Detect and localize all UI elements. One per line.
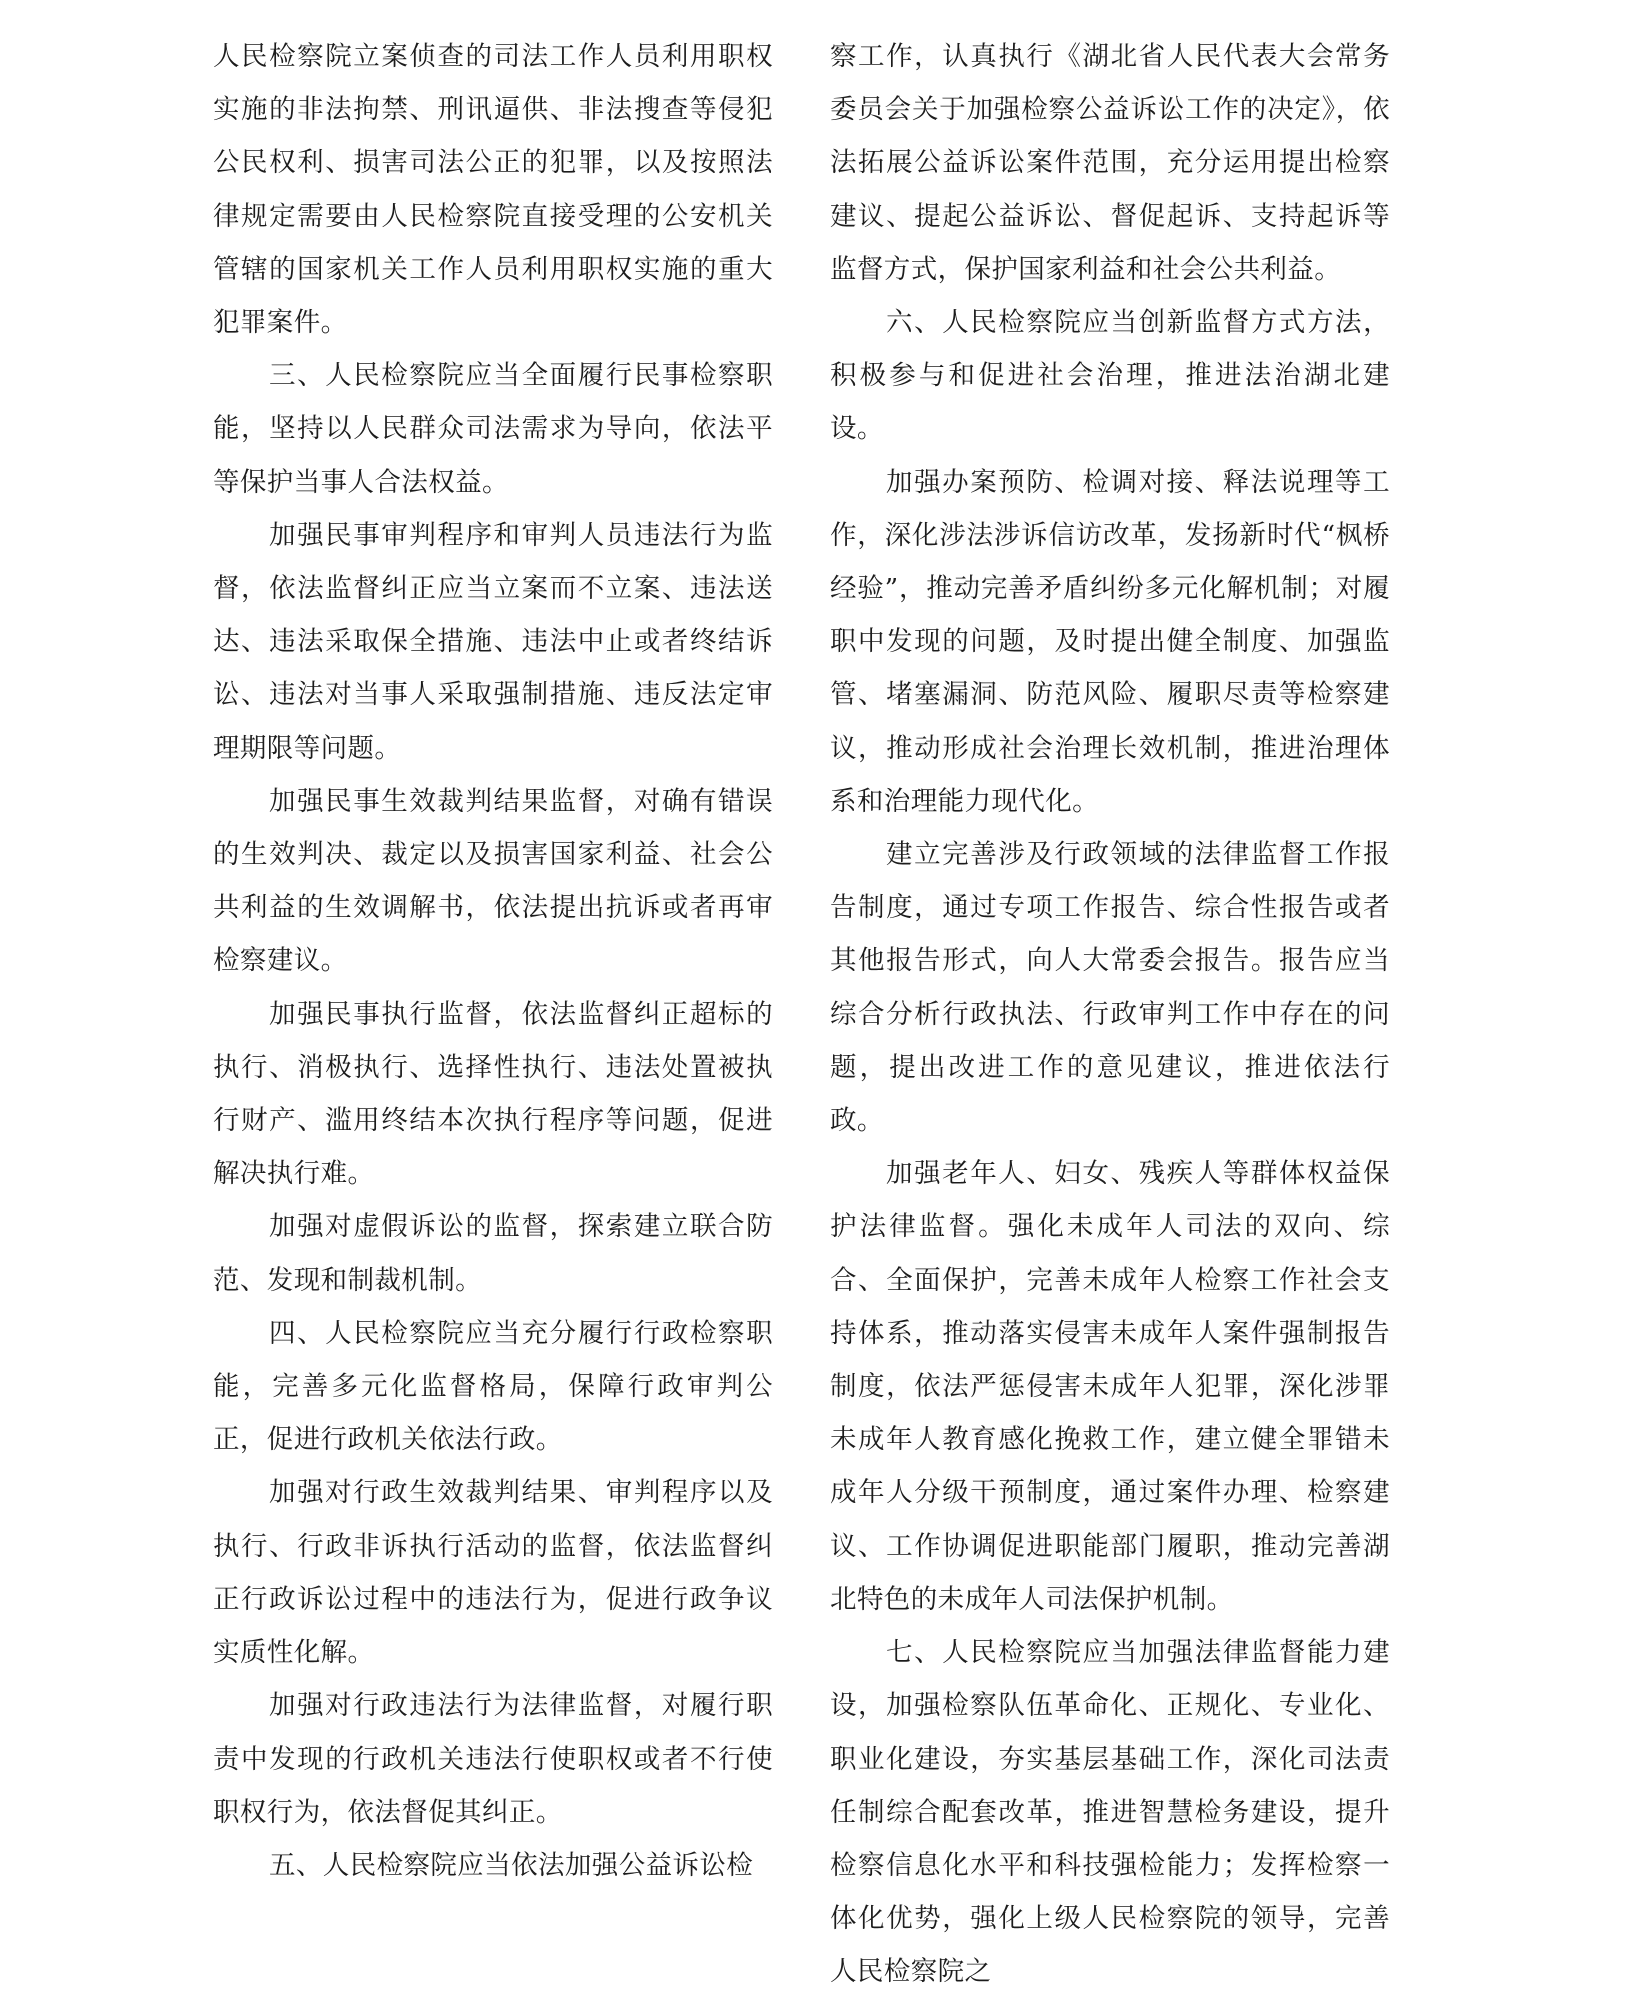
paragraph-continuation: 察工作，认真执行《湖北省人民代表大会常务委员会关于加强检察公益诉讼工作的决定》，依法拓展公益诉讼案件范围，充分运用提出检察建议、提起公益诉讼、督促起诉、支持起诉等监督方式，保护国家利益和社会公共利益。 — [830, 41, 1390, 285]
paragraph: 加强民事生效裁判结果监督，对确有错误的生效判决、裁定以及损害国家利益、社会公共利益的生效调解书，依法提出抗诉或者再审检察建议。 — [213, 785, 773, 977]
paragraph-section-seven: 七、人民检察院应当加强法律监督能力建设，加强检察队伍革命化、正规化、专业化、职业化建设，夯实基层基础工作，深化司法责任制综合配套改革，推进智慧检务建设，提升检察信息化水平和科技强检能力；发挥检察一体化优势，强化上级人民检察院的领导，完善人民检察院之 — [830, 1637, 1390, 1988]
paragraph: 加强对行政生效裁判结果、审判程序以及执行、行政非诉执行活动的监督，依法监督纠正行政诉讼过程中的违法行为，促进行政争议实质性化解。 — [213, 1477, 773, 1669]
paragraph: 加强民事执行监督，依法监督纠正超标的执行、消极执行、选择性执行、违法处置被执行财产、滥用终结本次执行程序等问题，促进解决执行难。 — [213, 998, 773, 1190]
paragraph: 加强办案预防、检调对接、释法说理等工作，深化涉法涉诉信访改革，发扬新时代“枫桥经验”，推动完善矛盾纠纷多元化解机制；对履职中发现的问题，及时提出健全制度、加强监管、堵塞漏洞、防范风险、履职尽责等检察建议，推动形成社会治理长效机制，推进治理体系和治理能力现代化。 — [830, 466, 1390, 817]
paragraph-section-five: 五、人民检察院应当依法加强公益诉讼检 — [269, 1849, 754, 1881]
paragraph-section-four: 四、人民检察院应当充分履行行政检察职能，完善多元化监督格局，保障行政审判公正，促进行政机关依法行政。 — [213, 1317, 773, 1456]
paragraph: 加强老年人、妇女、残疾人等群体权益保护法律监督。强化未成年人司法的双向、综合、全面保护，完善未成年人检察工作社会支持体系，推动落实侵害未成年人案件强制报告制度，依法严惩侵害未成年人犯罪，深化涉罪未成年人教育感化挽救工作，建立健全罪错未成年人分级干预制度，通过案件办理、检察建议、工作协调促进职能部门履职，推动完善湖北特色的未成年人司法保护机制。 — [830, 1158, 1390, 1615]
paragraph: 加强对行政违法行为法律监督，对履行职责中发现的行政机关违法行使职权或者不行使职权行为，依法督促其纠正。 — [213, 1690, 773, 1828]
paragraph: 建立完善涉及行政领域的法律监督工作报告制度，通过专项工作报告、综合性报告或者其他报告形式，向人大常委会报告。报告应当综合分析行政执法、行政审判工作中存在的问题，提出改进工作的意见建议，推进依法行政。 — [830, 839, 1390, 1137]
paragraph-continuation: 人民检察院立案侦查的司法工作人员利用职权实施的非法拘禁、刑讯逼供、非法搜查等侵犯公民权利、损害司法公正的犯罪，以及按照法律规定需要由人民检察院直接受理的公安机关管辖的国家机关工作人员利用职权实施的重大犯罪案件。 — [213, 41, 773, 339]
left-column — [213, 30, 773, 1892]
right-column — [830, 30, 1390, 1999]
paragraph: 加强民事审判程序和审判人员违法行为监督，依法监督纠正应当立案而不立案、违法送达、违法采取保全措施、违法中止或者终结诉讼、违法对当事人采取强制措施、违反法定审理期限等问题。 — [213, 519, 773, 764]
paragraph: 加强对虚假诉讼的监督，探索建立联合防范、发现和制裁机制。 — [213, 1211, 773, 1296]
paragraph-section-three: 三、人民检察院应当全面履行民事检察职能，坚持以人民群众司法需求为导向，依法平等保护当事人合法权益。 — [213, 360, 773, 498]
paragraph-section-six: 六、人民检察院应当创新监督方式方法，积极参与和促进社会治理，推进法治湖北建设。 — [830, 307, 1390, 445]
